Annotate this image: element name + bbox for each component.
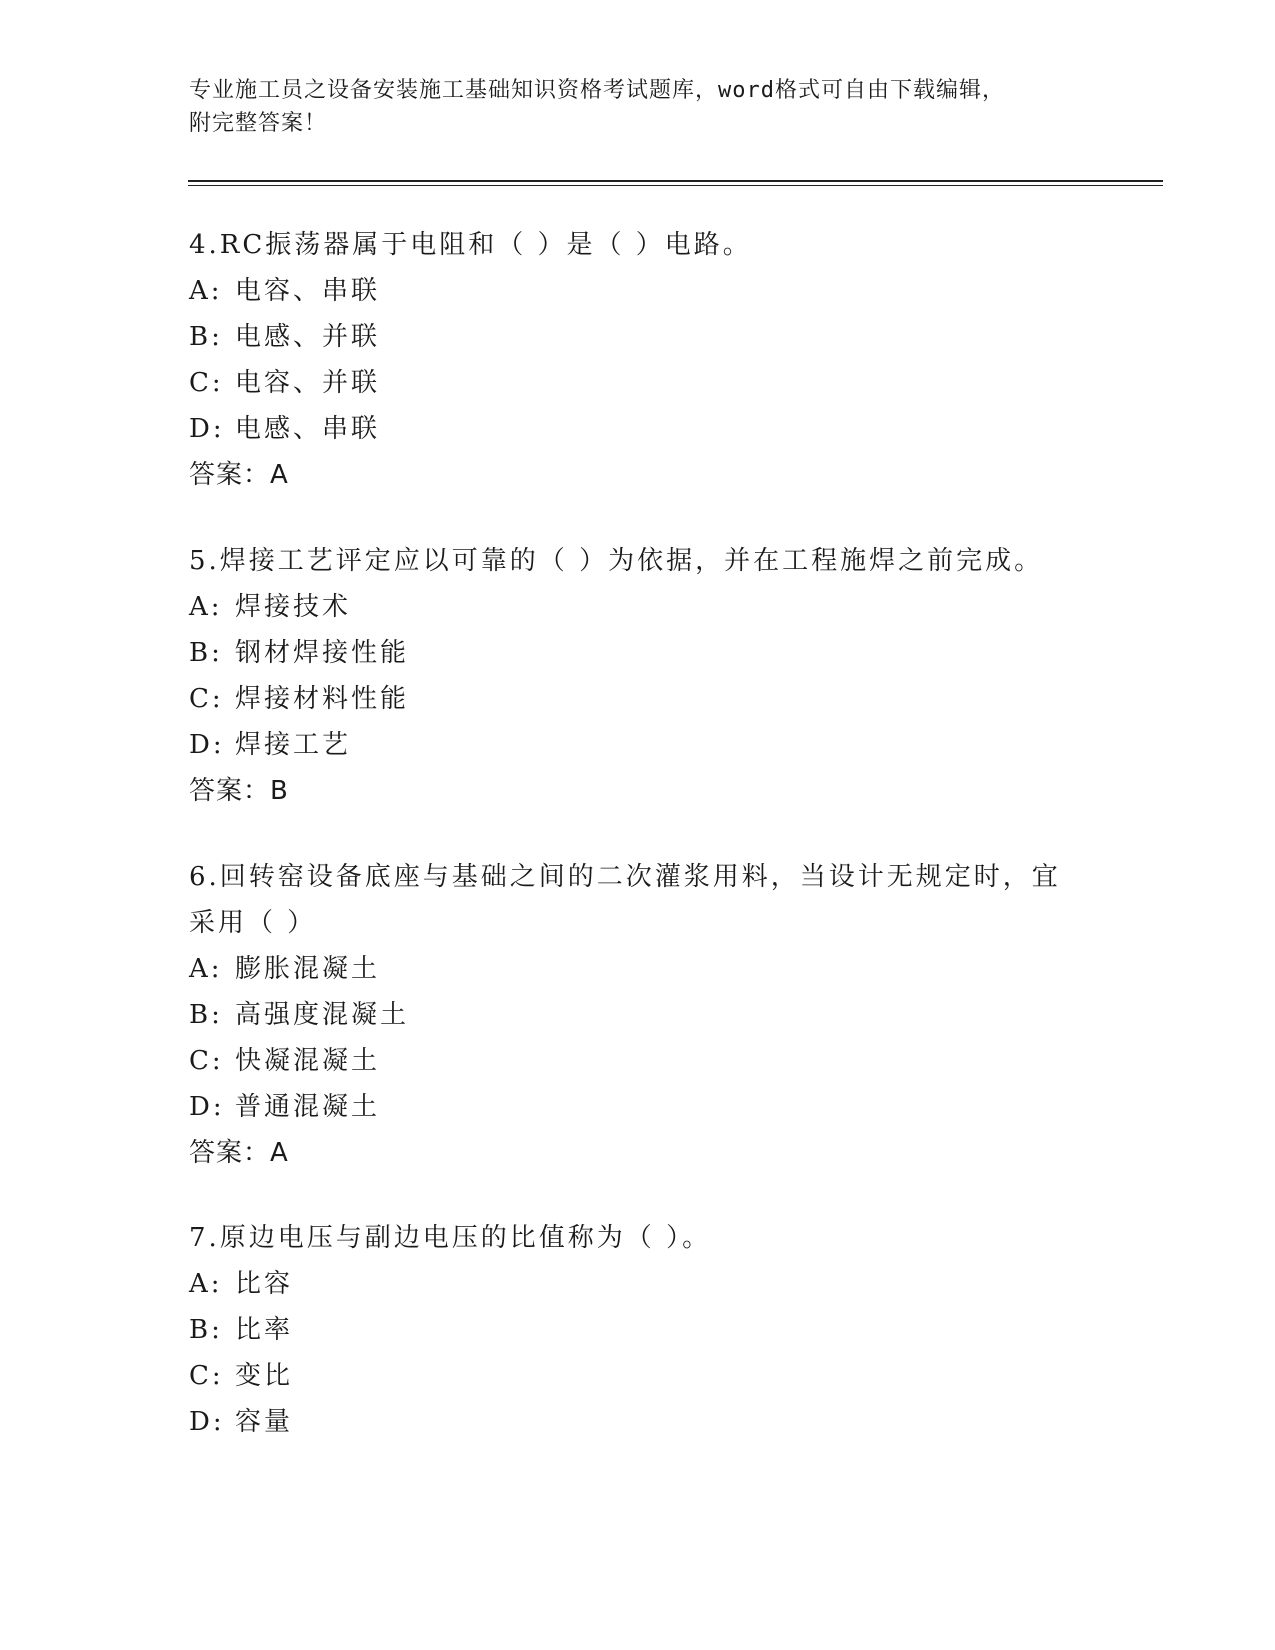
option-letter: D: — [189, 730, 225, 760]
option-a — [189, 1261, 1089, 1307]
option-letter: C: — [189, 1361, 224, 1391]
question-stem-line-1: 6.回转窑设备底座与基础之间的二次灌浆用料，当设计无规定时，宜 — [189, 862, 1061, 892]
option-a — [189, 584, 1089, 630]
question-stem-line-2: 采用（ ） — [189, 908, 317, 938]
answer-label: 答案：B — [189, 776, 289, 806]
option-c — [189, 1353, 1089, 1399]
option-c — [189, 360, 1089, 406]
question-6 — [189, 854, 1089, 1176]
option-text: 电感、串联 — [235, 414, 381, 444]
option-text: 焊接材料性能 — [235, 684, 410, 714]
option-d — [189, 1399, 1089, 1445]
option-text: 钢材焊接性能 — [235, 638, 410, 668]
header-line-1: 专业施工员之设备安装施工基础知识资格考试题库，word格式可自由下载编辑， — [189, 78, 1005, 103]
option-text: 焊接工艺 — [235, 730, 352, 760]
option-text: 膨胀混凝土 — [235, 954, 381, 984]
option-text: 比率 — [235, 1315, 294, 1345]
option-letter: C: — [189, 1046, 224, 1076]
header-line-2: 附完整答案！ — [189, 111, 328, 136]
option-letter: B: — [189, 638, 223, 668]
header-divider — [188, 180, 1163, 182]
option-text: 普通混凝土 — [235, 1092, 381, 1122]
option-text: 容量 — [235, 1407, 294, 1437]
option-b — [189, 314, 1089, 360]
option-letter: D: — [189, 1092, 225, 1122]
answer-label: 答案：A — [189, 460, 289, 490]
option-letter: A: — [189, 276, 223, 306]
option-text: 变比 — [235, 1361, 294, 1391]
option-letter: C: — [189, 684, 224, 714]
option-c — [189, 1038, 1089, 1084]
option-text: 焊接技术 — [235, 592, 352, 622]
option-b — [189, 630, 1089, 676]
option-letter: A: — [189, 1269, 223, 1299]
option-d — [189, 406, 1089, 452]
option-d — [189, 722, 1089, 768]
question-5 — [189, 538, 1089, 814]
question-stem: 5.焊接工艺评定应以可靠的（ ）为依据，并在工程施焊之前完成。 — [189, 546, 1044, 576]
question-stem: 7.原边电压与副边电压的比值称为（ ）。 — [189, 1223, 712, 1253]
option-b — [189, 992, 1089, 1038]
option-letter: B: — [189, 322, 223, 352]
document-header — [189, 74, 1089, 140]
option-letter: A: — [189, 954, 223, 984]
option-text: 比容 — [235, 1269, 294, 1299]
option-a — [189, 946, 1089, 992]
option-text: 电容、并联 — [235, 368, 381, 398]
option-letter: D: — [189, 414, 225, 444]
question-stem: 4.RC振荡器属于电阻和（ ）是（ ）电路。 — [189, 230, 752, 260]
option-d — [189, 1084, 1089, 1130]
option-letter: B: — [189, 1315, 223, 1345]
option-text: 电感、并联 — [235, 322, 381, 352]
option-c — [189, 676, 1089, 722]
answer-label: 答案：A — [189, 1138, 289, 1168]
option-text: 电容、串联 — [235, 276, 381, 306]
question-7 — [189, 1215, 1089, 1445]
option-letter: D: — [189, 1407, 225, 1437]
option-letter: A: — [189, 592, 223, 622]
option-b — [189, 1307, 1089, 1353]
question-4 — [189, 222, 1089, 498]
option-letter: C: — [189, 368, 224, 398]
option-text: 快凝混凝土 — [235, 1046, 381, 1076]
option-a — [189, 268, 1089, 314]
header-divider-thin — [188, 185, 1163, 186]
option-text: 高强度混凝土 — [235, 1000, 410, 1030]
option-letter: B: — [189, 1000, 223, 1030]
